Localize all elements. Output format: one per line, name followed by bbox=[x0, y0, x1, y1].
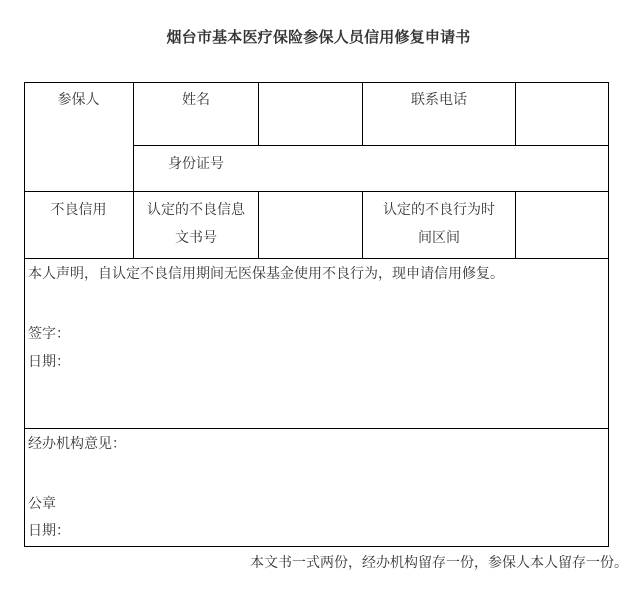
phone-value[interactable] bbox=[516, 83, 608, 145]
document-title: 烟台市基本医疗保险参保人员信用修复申请书 bbox=[166, 28, 471, 46]
insured-label: 参保人 bbox=[57, 92, 100, 108]
declaration-text: 本人声明，自认定不良信用期间无医保基金使用不良行为，现申请信用修复。 bbox=[28, 266, 504, 282]
row-line-4 bbox=[24, 428, 609, 429]
agency-opinion-label: 经办机构意见： bbox=[28, 436, 126, 452]
application-form-table bbox=[24, 82, 609, 547]
document-number-label bbox=[134, 196, 258, 252]
document-number-value[interactable] bbox=[259, 192, 362, 258]
name-value[interactable] bbox=[259, 83, 362, 145]
id-number-value[interactable] bbox=[259, 146, 608, 191]
bad-behavior-period-label-line-1: 认定的不良行为时 bbox=[383, 202, 495, 218]
footer-note: 本文书一式两份，经办机构留存一份，参保人本人留存一份。 bbox=[250, 555, 628, 571]
border-bottom bbox=[24, 546, 609, 547]
document-number-label-line-1: 认定的不良信息 bbox=[147, 202, 245, 218]
phone-label: 联系电话 bbox=[411, 92, 467, 108]
agency-date-label: 日期： bbox=[28, 523, 70, 539]
bad-behavior-period-label bbox=[363, 196, 515, 252]
official-seal-label: 公章 bbox=[28, 496, 56, 512]
declaration-date-label: 日期： bbox=[28, 354, 70, 370]
name-label: 姓名 bbox=[182, 92, 210, 108]
signature-label: 签字： bbox=[28, 326, 70, 342]
id-number-label: 身份证号 bbox=[168, 156, 224, 172]
row-line-3 bbox=[24, 258, 609, 259]
border-left bbox=[24, 82, 25, 547]
bad-behavior-period-value[interactable] bbox=[516, 192, 608, 258]
bad-behavior-period-label-line-2: 间区间 bbox=[418, 230, 460, 246]
document-number-label-line-2: 文书号 bbox=[175, 230, 217, 246]
bad-credit-label: 不良信用 bbox=[50, 202, 107, 218]
border-right bbox=[608, 82, 609, 547]
